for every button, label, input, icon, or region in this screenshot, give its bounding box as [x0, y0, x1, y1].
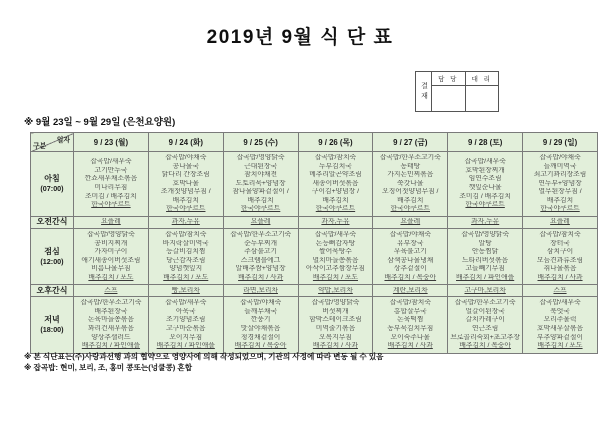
snack-cell — [148, 285, 223, 297]
snack-item: 고구마,보리차 — [464, 286, 506, 294]
menu-item: 잡곡밥/영양닭죽 — [461, 230, 510, 238]
meal-cell — [148, 297, 223, 353]
menu-item: 장터국 — [550, 239, 570, 247]
menu-item: 취나물볶음 — [543, 265, 577, 273]
menu-item: 돈육마늘쫑볶음 — [87, 316, 134, 324]
approval-head-damdang: 담 당 — [432, 72, 465, 86]
menu-item: 잡곡밥/한우소고기죽 — [379, 154, 441, 161]
menu-item: 아욱국 — [175, 307, 196, 315]
row-label-text: 아침 — [44, 174, 60, 184]
menu-item: 잡곡밥/참치죽 — [165, 230, 207, 238]
row-label-time: (18:00) — [40, 324, 64, 334]
menu-table-head — [31, 133, 598, 152]
snack-item: 요플레 — [400, 218, 421, 226]
snack-item: 계란,보리차 — [392, 286, 428, 294]
menu-table-body — [31, 152, 598, 354]
menu-item: 구이김+양념장 / — [311, 188, 360, 196]
day-header: 9 / 23 (월) — [74, 133, 149, 152]
menu-item: 참치야채전 — [244, 171, 278, 179]
menu-item: 깻잎순나물 — [468, 183, 502, 191]
row-label-text: 점심 — [44, 247, 60, 257]
menu-item: 잡곡밥/야채죽 — [239, 299, 282, 307]
menu-item: 동태탕 — [400, 162, 421, 170]
menu-item: 함박스테이크조림 — [309, 316, 362, 324]
menu-item: 배추김치 / 사과 — [387, 342, 433, 350]
menu-item: 느타리버섯볶음 — [462, 256, 509, 264]
menu-item: 잡곡밥/야채죽 — [165, 154, 207, 161]
menu-item: 맛살야채볶음 — [240, 325, 281, 332]
menu-item: 잡곡밥/참치죽 — [314, 154, 357, 161]
menu-item: 갈치카레구이 — [465, 316, 505, 324]
snack-item: 요플레 — [101, 218, 121, 226]
menu-item: 버섯찌개 — [322, 307, 349, 315]
menu-item: 안동찜닭 — [472, 248, 499, 256]
day-header: 9 / 27 (금) — [373, 133, 448, 152]
snack-cell — [298, 216, 373, 228]
menu-item: 배추김치 — [322, 196, 349, 204]
menu-item: 삼색콩나물냉채 — [387, 256, 434, 264]
day-header: 9 / 28 (토) — [448, 133, 523, 152]
menu-item: 잡곡밥/한우소고기죽 — [80, 299, 142, 307]
menu-item: 바지락살미역국 — [162, 239, 209, 247]
day-header: 9 / 29 (일) — [523, 133, 598, 152]
menu-item: 배추김치 / 사과 — [238, 273, 284, 281]
menu-item: 새송이버섯볶음 — [312, 179, 359, 187]
menu-item: 스크램블에그 — [240, 256, 281, 264]
menu-item: 순두부찌개 — [244, 239, 278, 247]
day-header: 9 / 25 (수) — [223, 133, 298, 152]
menu-item: 고구마순볶음 — [166, 325, 206, 332]
corner-label-category: 구분 — [33, 143, 47, 150]
approval-grid — [432, 72, 498, 111]
meal-cell — [448, 297, 523, 353]
meal-cell — [298, 152, 373, 217]
snack-item: 과자,두유 — [321, 218, 350, 226]
snack-cell — [74, 216, 149, 228]
menu-item: 콩나물국 — [172, 162, 199, 170]
meal-cell — [298, 228, 373, 284]
day-header: 9 / 26 (목) — [298, 133, 373, 152]
menu-item: 배추김치 / 포도 — [88, 273, 134, 281]
meal-cell — [373, 297, 448, 353]
snack-cell — [298, 285, 373, 297]
menu-item: 배추김치 — [247, 196, 274, 204]
menu-item: 배추김치 / 파인애플 — [156, 342, 215, 350]
menu-item: 비름나물무침 — [91, 265, 131, 273]
menu-item: 오리주물럭 — [543, 316, 577, 324]
menu-item: 한국야쿠르트 — [465, 201, 505, 209]
row-breakfast — [31, 152, 598, 217]
snack-item: 빵,보리차 — [171, 286, 200, 294]
menu-item: 당근감자조림 — [166, 256, 206, 264]
menu-item: 쑥갓나물 — [397, 179, 424, 187]
menu-item: 오이숙주나물 — [390, 333, 430, 341]
menu-item: 메추리알곤약조림 — [309, 171, 362, 179]
menu-item: 배추김치 / 복숭아 — [234, 342, 287, 350]
menu-item: 주삼불고기 — [244, 248, 278, 256]
menu-item: 잡곡밥/새우죽 — [464, 158, 506, 166]
day-header: 9 / 24 (화) — [148, 133, 223, 152]
menu-item: 열무된장무침 / — [538, 188, 582, 196]
menu-item: 한국야쿠르트 — [240, 205, 281, 213]
row-label-breakfast — [31, 152, 74, 217]
approval-sign-cell — [466, 86, 499, 111]
row-label-text: 오전간식 — [36, 217, 68, 227]
menu-item: 꽈리건새우볶음 — [87, 325, 134, 332]
approval-sign-cell — [432, 86, 465, 111]
snack-item: 약밥,보리차 — [318, 286, 353, 294]
snack-item: 과자,두유 — [471, 218, 500, 226]
row-label-time: (07:00) — [40, 183, 64, 193]
menu-item: 쌀어묵탕수 — [319, 248, 352, 256]
menu-item: 호박된장찌개 — [465, 166, 505, 174]
menu-item: 들깨무채국 — [244, 307, 278, 315]
menu-item: 배추김치 — [397, 196, 424, 204]
row-label-time: (12:00) — [40, 256, 64, 266]
menu-item: 고들빼기무침 — [465, 265, 505, 273]
menu-item: 홍합살무국 — [393, 307, 427, 315]
header-row — [31, 133, 598, 152]
menu-item: 오복지무침 — [319, 333, 352, 341]
menu-item: 미역줄기볶음 — [315, 325, 356, 332]
snack-cell — [223, 216, 298, 228]
approval-col-damdang — [432, 72, 465, 111]
menu-item: 잡곡밥/새우죽 — [314, 230, 357, 238]
row-dinner — [31, 297, 598, 353]
approval-col-daeri — [465, 72, 499, 111]
row-label-dinner — [31, 297, 74, 353]
menu-item: 쇠고기꽈리장조림 — [533, 171, 587, 179]
menu-item: 잡곡밥/야채죽 — [539, 154, 581, 161]
menu-item: 미나리무침 — [94, 183, 128, 191]
menu-item: 돈등뼈감자탕 — [315, 239, 356, 247]
menu-item: 배추김치 / 포도 — [537, 342, 583, 350]
approval-stamp-label: 결재 — [416, 72, 432, 111]
menu-item: 깐쇼새우채소볶음 — [84, 175, 138, 183]
snack-cell — [448, 285, 523, 297]
menu-item: 조기양념조림 — [166, 316, 206, 324]
row-label-snack-pm — [31, 285, 74, 297]
approval-head-daeri: 대 리 — [466, 72, 499, 86]
snack-cell — [373, 285, 448, 297]
menu-item: 근대된장국 — [244, 162, 278, 170]
menu-item: 도토리묵+양념장 — [235, 179, 286, 187]
snack-item: 스프 — [553, 286, 567, 294]
snack-cell — [373, 216, 448, 228]
menu-item: 잡곡밥/새우죽 — [165, 299, 207, 307]
row-snack-am — [31, 216, 598, 228]
snack-cell — [523, 285, 598, 297]
menu-item: 우육불고기 — [393, 248, 427, 256]
meal-cell — [523, 152, 598, 217]
menu-item: 가자미구이 — [94, 248, 128, 256]
menu-item: 돈육떡찜 — [397, 316, 424, 324]
menu-item: 알배추쌈+양념장 — [235, 265, 286, 273]
menu-item: 얼갈이된장국 — [465, 307, 505, 315]
menu-item: 동부묵김치무침 — [387, 325, 434, 332]
row-lunch — [31, 228, 598, 284]
menu-item: 삼치구이 — [546, 248, 574, 256]
menu-item: 닭다리 간장조림 — [161, 171, 210, 179]
meal-cell — [223, 152, 298, 217]
corner-cell — [31, 133, 74, 152]
menu-item: 유부장국 — [397, 239, 424, 247]
menu-item: 배추김치 — [546, 196, 574, 204]
menu-item: 등갈비김치찜 — [166, 248, 206, 256]
page-title: 2019년 9월 식 단 표 — [206, 27, 394, 48]
menu-item: 배추된장국 — [94, 307, 128, 315]
menu-item: 잡곡밥/야채죽 — [389, 230, 431, 238]
menu-item: 잡곡밥/한우소고기죽 — [230, 230, 292, 238]
snack-item: 스프 — [104, 286, 118, 294]
meal-cell — [74, 297, 149, 353]
menu-item: 배추김치 / 포도 — [312, 273, 358, 281]
menu-item: 배추김치 / 복숭아 — [384, 273, 437, 281]
menu-item: 배추김치 / 사과 — [312, 342, 358, 350]
menu-item: 조미김 / 배추김치 — [459, 192, 511, 200]
menu-item: 상추겉절이 — [393, 265, 427, 273]
menu-item: 오징어젓양념무침 / — [382, 188, 439, 196]
menu-item: 조개젓양념무침 / — [160, 188, 211, 196]
row-label-text: 저녁 — [44, 315, 60, 325]
menu-item: 한국야쿠르트 — [91, 201, 131, 209]
menu-item: 호박나물 — [172, 179, 199, 187]
menu-item: 조미김 / 배추김치 — [85, 192, 137, 200]
menu-item: 청경채겉절이 — [240, 333, 281, 341]
menu-item: 배추김치 / 파인애플 — [81, 342, 141, 350]
row-label-lunch — [31, 228, 74, 284]
snack-item: 요플레 — [250, 218, 271, 226]
menu-item: 가지돈민찌볶음 — [387, 171, 434, 179]
snack-item: 과자,두유 — [171, 218, 200, 226]
menu-item: 깐풍기 — [250, 316, 271, 324]
corner-label-date: 일자 — [56, 137, 70, 144]
meal-cell — [373, 152, 448, 217]
snack-item: 라면,보리차 — [243, 286, 278, 294]
menu-item: 두부김치국 — [319, 162, 352, 170]
menu-item: 참나물양파겉절이 / — [232, 188, 289, 196]
menu-item: 연근조림 — [472, 325, 499, 332]
menu-item: 호박새우살볶음 — [537, 325, 584, 332]
meal-cell — [373, 228, 448, 284]
menu-item: 잡곡밥/영양닭죽 — [86, 230, 135, 238]
meal-cell — [148, 228, 223, 284]
snack-item: 요플레 — [550, 218, 570, 226]
menu-item: 알탕 — [478, 239, 492, 247]
date-range-subtitle: ※ 9월 23일 ~ 9월 29일 (은천요양원) — [24, 117, 176, 128]
meal-cell — [223, 297, 298, 353]
menu-item: 임연수조림 — [468, 175, 502, 183]
menu-item: 북엇국 — [550, 307, 570, 315]
meal-cell — [74, 228, 149, 284]
menu-item: 배추김치 / 파인애플 — [456, 273, 515, 281]
menu-item: 잡곡밥/영양닭죽 — [236, 154, 285, 161]
menu-item: 한국야쿠르트 — [540, 205, 580, 213]
footnote-2: ※ 잡곡밥: 현미, 보리, 조, 홍미 콩또는(넝쿨콩) 혼합 — [24, 363, 193, 372]
menu-item: 애기새송이버섯조림 — [81, 256, 141, 264]
menu-item: 배추김치 / 사과 — [537, 273, 583, 281]
menu-item: 한국야쿠르트 — [166, 205, 206, 213]
menu-item: 잡곡밥/새우죽 — [90, 158, 132, 166]
meal-cell — [523, 228, 598, 284]
snack-cell — [448, 216, 523, 228]
menu-item: 부추양파겉절이 — [537, 333, 584, 341]
meal-cell — [74, 152, 149, 217]
snack-cell — [223, 285, 298, 297]
menu-item: 연두부+양념장 — [538, 179, 582, 187]
meal-cell — [298, 297, 373, 353]
menu-item: 오이지무침 — [169, 333, 203, 341]
menu-item: 잡곡밥/한우소고기죽 — [454, 299, 516, 307]
menu-item: 배추김치 / 포도 — [163, 273, 209, 281]
row-snack-pm — [31, 285, 598, 297]
meal-cell — [223, 228, 298, 284]
snack-cell — [148, 216, 223, 228]
menu-item: 멸치마늘쫑볶음 — [312, 256, 359, 264]
menu-item: 잡곡밥/새우죽 — [539, 299, 581, 307]
menu-item: 브로콜리숙회+초고추장 — [450, 333, 520, 341]
footnotes — [24, 351, 384, 373]
snack-cell — [74, 285, 149, 297]
menu-item: 콩비지찌개 — [94, 239, 128, 247]
menu-item: 아삭이고추쌈장무침 — [305, 265, 365, 273]
meal-cell — [523, 297, 598, 353]
menu-table — [30, 132, 598, 354]
menu-item: 모듬견과류조림 — [537, 256, 584, 264]
menu-item: 잡곡밥/참치죽 — [539, 230, 581, 238]
row-label-snack-am — [31, 216, 74, 228]
menu-item: 고기만두국 — [94, 166, 128, 174]
menu-item: 한국야쿠르트 — [390, 205, 430, 213]
footnote-1: ※ 본 식단표는(주)사랑과선행 과의 협약으로 영양사에 의해 작성되었으며, 기관의 사정에 따라 변동 될 수 있음 — [24, 352, 384, 361]
approval-box — [415, 71, 499, 112]
menu-item: 양상추샐러드 — [91, 333, 131, 341]
meal-cell — [448, 152, 523, 217]
menu-item: 잡곡밥/영양닭죽 — [311, 299, 360, 307]
menu-item: 배추김치 / 복숭아 — [459, 342, 511, 350]
menu-item: 배추김치 — [172, 196, 199, 204]
meal-cell — [148, 152, 223, 217]
menu-item: 한국야쿠르트 — [315, 205, 356, 213]
menu-item: 들깨미역국 — [543, 162, 577, 170]
menu-item: 잡곡밥/참치죽 — [389, 299, 431, 307]
row-label-text: 오후간식 — [36, 285, 68, 295]
meal-cell — [448, 228, 523, 284]
menu-item: 양념깻잎지 — [169, 265, 203, 273]
snack-cell — [523, 216, 598, 228]
